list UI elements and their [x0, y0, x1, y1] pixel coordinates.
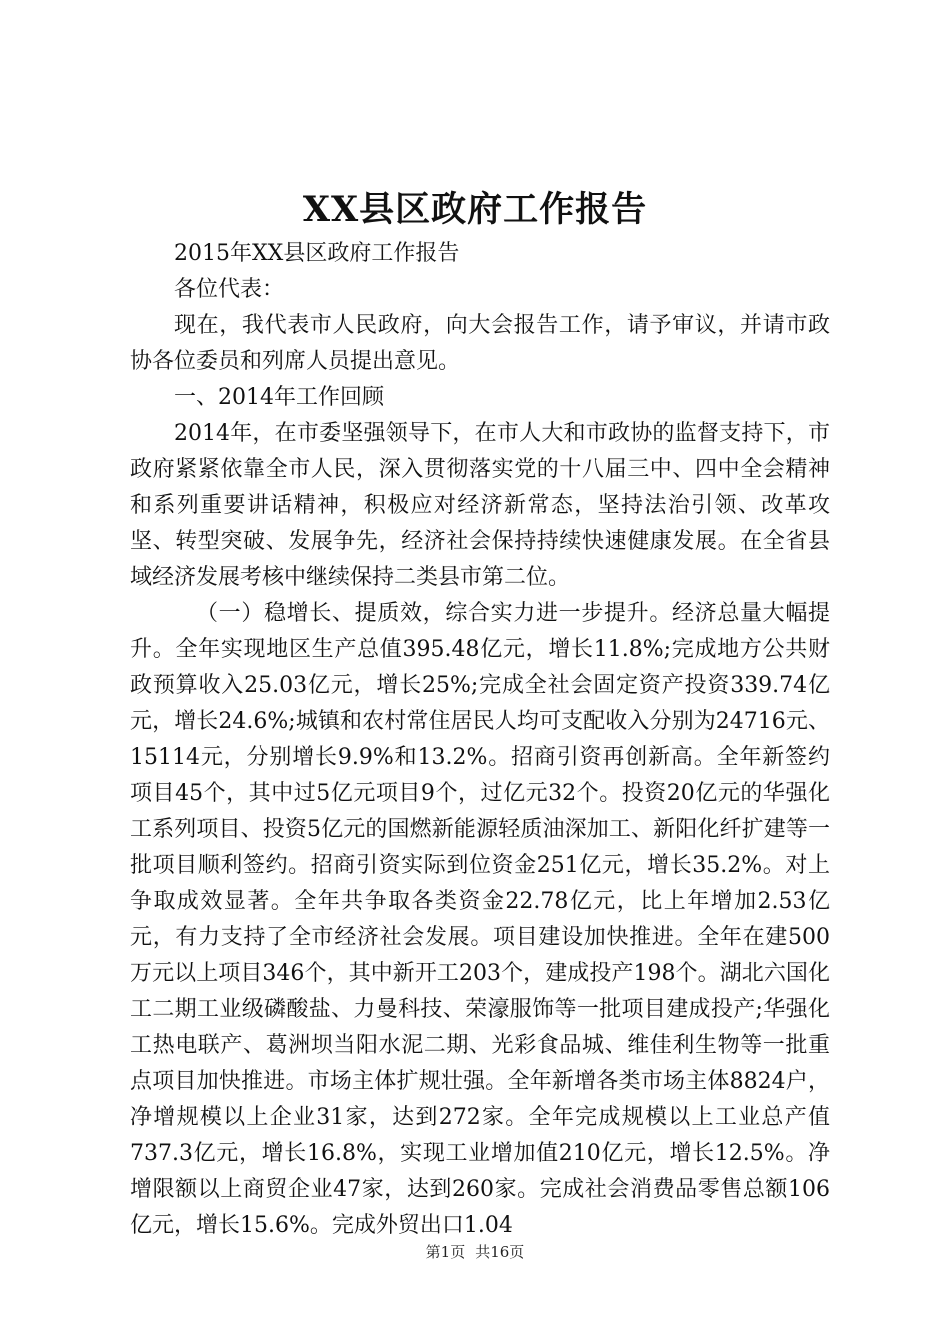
document-title: XX县区政府工作报告: [302, 189, 648, 230]
body-paragraph: 2014年，在市委坚强领导下，在市人大和市政协的监督支持下，市政府紧紧依靠全市人民，深入贯彻落实党的十八届三中、四中全会精神和系列重要讲话精神，积极应对经济新常态，坚持法治引领、改革攻坚、转型突破、发展争先，经济社会保持持续快速健康发展。在全省县域经济发展考核中继续保持二类县市第二位。: [130, 421, 830, 590]
body-paragraph: （一）稳增长、提质效，综合实力进一步提升。经济总量大幅提升。全年实现地区生产总值395.48亿元，增长11.8%;完成地方公共财政预算收入25.03亿元，增长25%;完成全社会固定资产投资339.74亿元，增长24.6%;城镇和农村常住居民人均可支配收入分别为24716元、15114元，分别增长9.9%和13.2%。招商引资再创新高。全年新签约项目45个，其中过5亿元项目9个，过亿元32个。投资20亿元的华强化工系列项目、投资5亿元的国燃新能源轻质油深加工、新阳化纤扩建等一批项目顺利签约。招商引资实际到位资金251亿元，增长35.2%。对上争取成效显著。全年共争取各类资金22.78亿元，比上年增加2.53亿元，有力支持了全市经济社会发展。项目建设加快推进。全年在建500万元以上项目346个，其中新开工203个，建成投产198个。湖北六国化工二期工业级磷酸盐、力曼科技、荣濠服饰等一批项目建成投产;华强化工热电联产、葛洲坝当阳水泥二期、光彩食品城、维佳利生物等一批重点项目加快推进。市场主体扩规壮强。全年新增各类市场主体8824户，净增规模以上企业31家，达到272家。全年完成规模以上工业总产值737.3亿元，增长16.8%，实现工业增加值210亿元，增长12.5%。净增限额以上商贸企业47家，达到260家。完成社会消费品零售总额106亿元，增长15.6%。完成外贸出口1.04: [130, 601, 830, 1238]
page-footer: [0, 1242, 950, 1262]
section-heading: 一、2014年工作回顾: [174, 385, 384, 410]
report-subtitle: 2015年XX县区政府工作报告: [174, 241, 460, 266]
opening-paragraph: 现在，我代表市人民政府，向大会报告工作，请予审议，并请市政协各位委员和列席人员提出意见。: [130, 313, 830, 374]
page-total: 共16页: [475, 1243, 525, 1261]
document-body: [130, 236, 830, 1244]
page-number: 第1页: [425, 1243, 466, 1261]
salutation: 各位代表：: [174, 277, 285, 302]
